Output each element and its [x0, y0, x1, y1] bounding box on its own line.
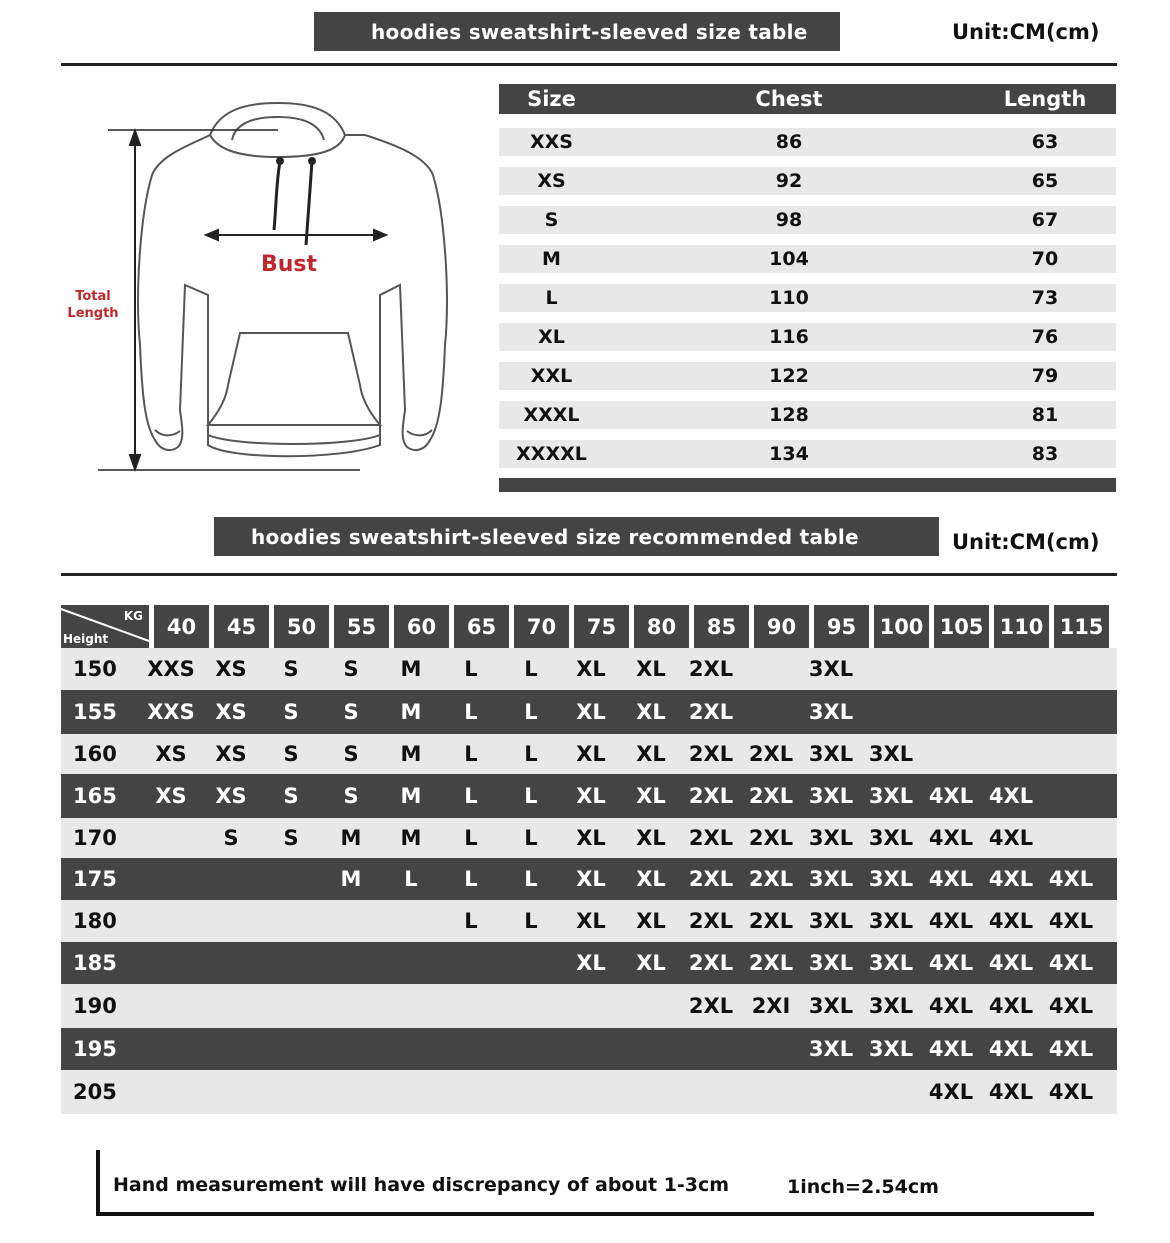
size-recommendation-cell: 3XL — [808, 994, 854, 1018]
size-recommendation-cell: 3XL — [808, 867, 854, 891]
size-recommendation-cell: XL — [636, 867, 666, 891]
weight-header-cell: 50 — [274, 605, 329, 648]
grid-corner — [61, 605, 149, 648]
size-recommendation-cell: 2XL — [688, 909, 734, 933]
size-recommendation-cell: 2XL — [748, 951, 794, 975]
size-recommendation-cell: 3XL — [808, 784, 854, 808]
size-cell: XS — [537, 170, 566, 192]
size-recommendation-cell: XXS — [147, 657, 195, 681]
weight-header-cell: 115 — [1054, 605, 1109, 648]
size-recommendation-cell: 4XL — [928, 1037, 974, 1061]
size-recommendation-cell: XS — [215, 657, 247, 681]
size-recommendation-cell: XS — [215, 742, 247, 766]
top-divider — [61, 63, 1117, 66]
size-recommendation-cell: S — [223, 826, 239, 850]
size-recommendation-cell: M — [400, 700, 422, 724]
size-table-title-banner — [314, 12, 840, 51]
weight-header-cell: 70 — [514, 605, 569, 648]
length-cell: 81 — [1031, 404, 1059, 426]
size-recommendation-cell: 2XI — [751, 994, 791, 1018]
size-row — [499, 206, 1116, 234]
size-recommendation-cell: 3XL — [868, 784, 914, 808]
size-recommendation-cell: 4XL — [1048, 1037, 1094, 1061]
height-row — [61, 1070, 1117, 1114]
size-recommendation-cell: L — [464, 657, 478, 681]
size-recommendation-cell: L — [464, 867, 478, 891]
size-recommendation-cell: XL — [636, 742, 666, 766]
size-recommendation-cell: L — [464, 742, 478, 766]
size-row — [499, 401, 1116, 429]
height-cell: 150 — [73, 657, 117, 681]
weight-header-cell: 90 — [754, 605, 809, 648]
height-row — [61, 734, 1117, 774]
size-recommendation-cell: XS — [215, 700, 247, 724]
size-row — [499, 128, 1116, 156]
height-cell: 195 — [73, 1037, 117, 1061]
size-row — [499, 440, 1116, 468]
size-recommendation-cell: 4XL — [988, 1080, 1034, 1104]
weight-header-cell: 85 — [694, 605, 749, 648]
size-recommendation-cell: XL — [636, 909, 666, 933]
size-recommendation-cell: 4XL — [988, 909, 1034, 933]
size-recommendation-cell: 2XL — [688, 700, 734, 724]
height-row — [61, 858, 1117, 900]
size-recommendation-cell: L — [464, 784, 478, 808]
chest-cell: 128 — [769, 404, 809, 426]
height-row — [61, 690, 1117, 734]
size-row — [499, 167, 1116, 195]
size-recommendation-cell: 4XL — [1048, 994, 1094, 1018]
weight-header-cell: 100 — [874, 605, 929, 648]
size-recommendation-cell: 2XL — [688, 826, 734, 850]
size-recommendation-cell: 3XL — [808, 1037, 854, 1061]
height-row — [61, 774, 1117, 818]
total-length-label — [62, 288, 124, 322]
size-recommendation-cell: 4XL — [1048, 909, 1094, 933]
size-recommendation-cell: L — [524, 784, 538, 808]
bust-label: Bust — [261, 252, 318, 277]
size-recommendation-cell: M — [400, 742, 422, 766]
weight-header-row — [61, 605, 1117, 648]
size-recommendation-cell: L — [524, 909, 538, 933]
height-cell: 175 — [73, 867, 117, 891]
total-length-label-line2: Length — [67, 306, 119, 321]
size-recommendation-cell: 4XL — [928, 951, 974, 975]
size-recommendation-cell: 2XL — [688, 784, 734, 808]
size-recommendation-cell: XL — [636, 700, 666, 724]
size-recommendation-cell: 3XL — [868, 909, 914, 933]
size-recommendation-cell: 2XL — [748, 867, 794, 891]
length-cell: 70 — [1031, 248, 1059, 270]
length-cell: 76 — [1031, 326, 1059, 348]
size-recommendation-cell: L — [524, 700, 538, 724]
size-recommendation-cell: 4XL — [1048, 867, 1094, 891]
size-row — [499, 323, 1116, 351]
rec-table-unit: Unit:CM(cm) — [952, 530, 1100, 554]
size-recommendation-cell: M — [400, 784, 422, 808]
size-recommendation-cell: M — [400, 826, 422, 850]
size-row — [499, 284, 1116, 312]
size-recommendation-cell: 4XL — [988, 867, 1034, 891]
size-cell: XXXXL — [516, 443, 587, 465]
size-recommendation-cell: 4XL — [988, 951, 1034, 975]
size-recommendation-cell: 2XL — [748, 784, 794, 808]
size-row — [499, 362, 1116, 390]
size-cell: M — [542, 248, 561, 270]
size-recommendation-cell: L — [464, 909, 478, 933]
size-recommendation-cell: 3XL — [808, 700, 854, 724]
length-header: Length — [1003, 87, 1087, 111]
size-table-title: hoodies sweatshirt-sleeved size table — [371, 19, 808, 44]
height-cell: 190 — [73, 994, 117, 1018]
chest-cell: 116 — [769, 326, 809, 348]
weight-header-cell: 55 — [334, 605, 389, 648]
size-recommendation-cell: S — [283, 784, 299, 808]
size-recommendation-cell: XL — [576, 700, 606, 724]
size-recommendation-cell: XL — [576, 826, 606, 850]
size-recommendation-cell: XL — [636, 951, 666, 975]
weight-header-cell: 95 — [814, 605, 869, 648]
size-cell: XXL — [530, 365, 573, 387]
size-recommendation-cell: 2XL — [748, 742, 794, 766]
hoodie-diagram — [60, 95, 480, 485]
size-recommendation-cell: XL — [576, 951, 606, 975]
footer-left-bar — [96, 1150, 100, 1215]
size-recommendation-cell: L — [524, 826, 538, 850]
size-recommendation-cell: 2XL — [688, 867, 734, 891]
height-cell: 185 — [73, 951, 117, 975]
height-cell: 180 — [73, 909, 117, 933]
size-recommendation-cell: 2XL — [688, 994, 734, 1018]
size-recommendation-cell: 3XL — [808, 951, 854, 975]
size-cell: XXXL — [523, 404, 580, 426]
size-recommendation-cell: 4XL — [988, 784, 1034, 808]
size-recommendation-cell: 2XL — [748, 909, 794, 933]
measurement-note: Hand measurement will have discrepancy of about 1-3cm — [113, 1174, 730, 1196]
size-recommendation-cell: 3XL — [808, 657, 854, 681]
size-cell: S — [544, 209, 559, 231]
size-recommendation-cell: 4XL — [928, 994, 974, 1018]
footer-note — [96, 1150, 1096, 1218]
size-recommendation-cell: 2XL — [688, 742, 734, 766]
size-recommendation-cell: 4XL — [928, 867, 974, 891]
size-recommendation-cell: 3XL — [868, 1037, 914, 1061]
size-recommendation-cell: 2XL — [688, 657, 734, 681]
size-recommendation-cell: L — [404, 867, 418, 891]
footer-bottom-bar — [96, 1212, 1094, 1216]
size-recommendation-cell: XL — [576, 742, 606, 766]
size-recommendation-cell: 3XL — [868, 994, 914, 1018]
size-recommendation-cell: 3XL — [868, 826, 914, 850]
size-recommendation-cell: XS — [215, 784, 247, 808]
height-cell: 155 — [73, 700, 117, 724]
mid-divider — [61, 573, 1117, 576]
size-recommendation-cell: S — [343, 700, 359, 724]
size-recommendation-cell: 4XL — [1048, 1080, 1094, 1104]
height-row — [61, 984, 1117, 1028]
height-row — [61, 648, 1117, 690]
size-recommendation-cell: 4XL — [1048, 951, 1094, 975]
height-cell: 170 — [73, 826, 117, 850]
size-recommendation-cell: XS — [155, 742, 187, 766]
weight-header-cell: 60 — [394, 605, 449, 648]
size-recommendation-cell: S — [283, 700, 299, 724]
size-table-header — [499, 84, 1116, 114]
size-cell: XL — [538, 326, 565, 348]
height-row — [61, 900, 1117, 942]
size-recommendation-cell: XL — [636, 826, 666, 850]
weight-header-cell: 65 — [454, 605, 509, 648]
rec-table-title: hoodies sweatshirt-sleeved size recommended table — [251, 524, 859, 549]
size-recommendation-cell: L — [464, 826, 478, 850]
chest-cell: 92 — [775, 170, 803, 192]
weight-header-cell: 40 — [154, 605, 209, 648]
size-recommendation-cell: S — [343, 657, 359, 681]
size-recommendation-cell: M — [340, 826, 362, 850]
weight-header-cell: 110 — [994, 605, 1049, 648]
size-recommendation-cell: S — [283, 826, 299, 850]
rec-table-title-banner — [214, 517, 939, 556]
weight-header-cell: 75 — [574, 605, 629, 648]
weight-header-cell: 105 — [934, 605, 989, 648]
weight-header-cell: 45 — [214, 605, 269, 648]
size-recommendation-cell: 4XL — [928, 826, 974, 850]
size-recommendation-cell: 3XL — [868, 742, 914, 766]
inch-conversion: 1inch=2.54cm — [787, 1176, 939, 1198]
size-header: Size — [527, 87, 576, 111]
size-cell: L — [545, 287, 558, 309]
weight-header-cell: 80 — [634, 605, 689, 648]
size-cell: XXS — [530, 131, 573, 153]
size-table-footer-bar — [499, 478, 1116, 492]
size-recommendation-cell: XL — [576, 909, 606, 933]
size-recommendation-cell: S — [283, 742, 299, 766]
chest-cell: 86 — [775, 131, 803, 153]
chest-cell: 104 — [769, 248, 809, 270]
size-recommendation-cell: M — [340, 867, 362, 891]
length-cell: 73 — [1031, 287, 1059, 309]
size-recommendation-cell: L — [464, 700, 478, 724]
size-recommendation-cell: L — [524, 742, 538, 766]
size-recommendation-cell: 4XL — [988, 826, 1034, 850]
total-length-label-line1: Total — [75, 289, 111, 304]
size-recommendation-cell: 3XL — [808, 909, 854, 933]
size-recommendation-cell: 3XL — [808, 826, 854, 850]
chest-cell: 98 — [775, 209, 803, 231]
size-recommendation-cell: S — [283, 657, 299, 681]
size-recommendation-cell: 4XL — [988, 994, 1034, 1018]
size-recommendation-cell: XS — [155, 784, 187, 808]
height-row — [61, 1028, 1117, 1070]
height-row — [61, 942, 1117, 984]
size-recommendation-cell: S — [343, 784, 359, 808]
chest-cell: 110 — [769, 287, 809, 309]
size-recommendation-cell: 3XL — [868, 867, 914, 891]
size-recommendation-cell: 4XL — [988, 1037, 1034, 1061]
size-recommendation-cell: XL — [576, 867, 606, 891]
size-table-unit: Unit:CM(cm) — [952, 20, 1100, 44]
size-recommendation-cell: 3XL — [808, 742, 854, 766]
chest-header: Chest — [755, 87, 823, 111]
size-recommendation-cell: 2XL — [748, 826, 794, 850]
size-recommendation-cell: 3XL — [868, 951, 914, 975]
size-recommendation-cell: XXS — [147, 700, 195, 724]
size-row — [499, 245, 1116, 273]
size-recommendation-cell: XL — [636, 784, 666, 808]
size-recommendation-cell: XL — [636, 657, 666, 681]
size-recommendation-cell: S — [343, 742, 359, 766]
height-cell: 160 — [73, 742, 117, 766]
height-cell: 165 — [73, 784, 117, 808]
length-cell: 83 — [1031, 443, 1059, 465]
size-recommendation-cell: M — [400, 657, 422, 681]
chest-cell: 134 — [769, 443, 809, 465]
size-recommendation-cell: 4XL — [928, 784, 974, 808]
corner-kg-label: KG — [123, 609, 143, 623]
size-table — [499, 84, 1116, 492]
height-row — [61, 818, 1117, 858]
height-cell: 205 — [73, 1080, 117, 1104]
length-cell: 63 — [1031, 131, 1059, 153]
size-recommendation-cell: L — [524, 657, 538, 681]
size-recommendation-cell: L — [524, 867, 538, 891]
size-recommendation-cell: 2XL — [688, 951, 734, 975]
size-recommendation-cell: 4XL — [928, 1080, 974, 1104]
corner-height-label: Height — [63, 632, 109, 646]
chest-cell: 122 — [769, 365, 809, 387]
length-cell: 65 — [1031, 170, 1059, 192]
recommendation-grid — [61, 605, 1117, 1114]
size-recommendation-cell: XL — [576, 657, 606, 681]
length-cell: 67 — [1031, 209, 1059, 231]
size-recommendation-cell: XL — [576, 784, 606, 808]
length-cell: 79 — [1031, 365, 1059, 387]
size-recommendation-cell: 4XL — [928, 909, 974, 933]
